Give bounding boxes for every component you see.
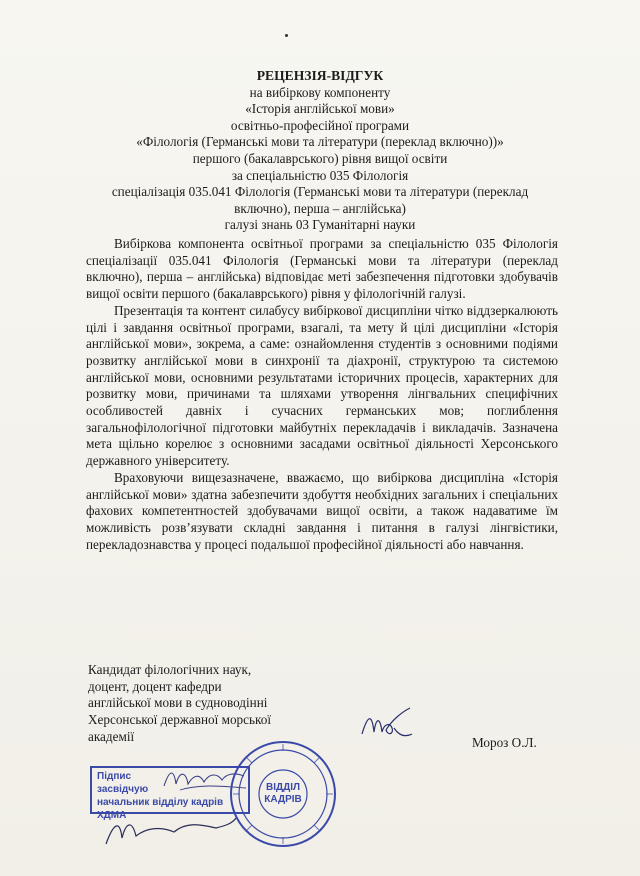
header-line: освітньо-професійної програми xyxy=(230,117,410,133)
stamp-line: начальник відділу кадрів ХДМА xyxy=(97,797,224,821)
paragraph: Вибіркова компонента освітньої програми за спеціальністю 035 Філологія спеціалізації 035.041 Філологія (Германські мови та літератури (переклад включно), перша – англійська) відповідає меті забезпечення підготовки здобувачів вищої освіти першого (бакалаврського) рівня у філологічній галузі. xyxy=(86,236,558,302)
credential-line: Кандидат філологічних наук, xyxy=(88,662,252,677)
ink-dot xyxy=(285,34,288,37)
round-stamp xyxy=(227,738,339,850)
credential-line: доцент, доцент кафедри xyxy=(88,678,222,694)
header-line: «Філологія (Германські мови та літератури (переклад включно))» xyxy=(136,134,504,150)
document-title: РЕЦЕНЗІЯ-ВІДГУК xyxy=(256,68,384,83)
reviewer-credentials xyxy=(88,662,271,746)
header-line: на вибіркову компоненту xyxy=(249,84,391,100)
review-body xyxy=(86,236,558,553)
stamp-line: засвідчую xyxy=(97,784,149,795)
handwritten-signature xyxy=(358,704,418,749)
paragraph: Презентація та контент силабусу вибіркової дисципліни чітко віддзеркалюють цілі і завдання освітньої програми, взагалі, та мету й цілі дисципліни «Історія англійської мови», зокрема, а саме: ознайомлення студентів з основними подіями розвитку англійської мови в синхронії та діахронії, структурою та системою англійської мови, основними результатами історичних процесів, характерних для розвитку мови, причинами та шляхами утворення лінгвальних специфічних особливостей давніх і сучасних германських мов; поглиблення загальнофілологічної підготовки майбутніх перекладачів і викладачів. Зазначена мета щільно корелює з основними засадами освітньої діяльності Херсонського державного університету. xyxy=(86,302,558,469)
credential-line: англійської мови в судноводінні xyxy=(88,695,268,711)
paragraph: Враховуючи вищезазначене, вважаємо, що вибіркова дисципліна «Історія англійської мови» здатна забезпечити здобуття необхідних загальних і спеціальних фахових компетентностей здобувачами вищої освіти, а також надаватиме їм можливість розв’язувати складні завдання і питання в галузі лінгвістики, перекладознавства у процесі подальшої професійної діяльності або навчання. xyxy=(86,469,558,552)
credential-line: Херсонської державної морської xyxy=(88,712,271,728)
stamp-line: Підпис xyxy=(97,771,132,782)
header-line: галузі знань 03 Гуманітарні науки xyxy=(224,217,416,233)
document-header xyxy=(70,68,570,234)
credential-line: академії xyxy=(88,728,135,744)
header-line: за спеціальністю 035 Філологія xyxy=(231,167,409,183)
handwritten-signature-bottom xyxy=(100,808,240,850)
header-line: спеціалізація 035.041 Філологія (Германські мови та літератури (переклад включно), перша – англійська) xyxy=(111,184,529,216)
header-line: «Історія англійської мови» xyxy=(245,101,395,117)
header-line: першого (бакалаврського) рівня вищої освіти xyxy=(192,150,448,166)
stamp-center-text: ВІДДІЛ КАДРІВ xyxy=(264,782,302,805)
reviewer-name: Мороз О.Л. xyxy=(472,735,537,750)
